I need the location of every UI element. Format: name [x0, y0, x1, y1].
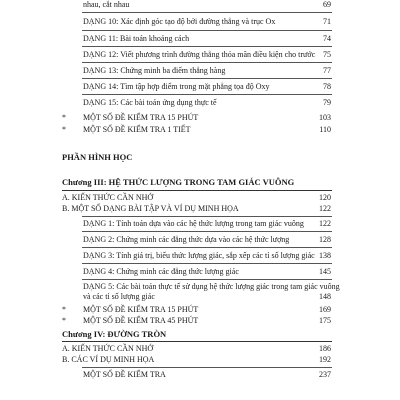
toc-entry-text: DẠNG 12: Viết phương trình đường thẳng thỏa mãn điều kiện cho trước: [83, 50, 316, 59]
toc-page-number: 138: [319, 251, 331, 260]
toc-page-number: 175: [319, 316, 331, 325]
chapter-underline: [62, 341, 332, 342]
bullet-marker: *: [62, 113, 66, 122]
divider: [82, 263, 332, 264]
divider: [82, 247, 332, 248]
toc-page-number: 103: [319, 113, 331, 122]
toc-row: [83, 0, 331, 10]
toc-page-number: 192: [319, 355, 331, 364]
toc-row: [83, 17, 331, 27]
toc-page-number: 145: [319, 267, 331, 276]
toc-entry-text: B. CÁC VÍ DỤ MINH HỌA: [62, 355, 155, 364]
bullet-marker: *: [62, 305, 66, 314]
toc-row: [62, 355, 331, 365]
divider: [82, 231, 332, 232]
divider: [82, 94, 332, 95]
bullet-marker: *: [62, 125, 66, 134]
toc-entry-text: DẠNG 13: Chứng minh ba điểm thẳng hàng: [83, 66, 226, 75]
toc-page-number: 110: [319, 125, 331, 134]
toc-page-number: 69: [323, 0, 331, 9]
toc-row: [62, 344, 331, 354]
toc-row: [62, 204, 331, 214]
toc-row: [83, 50, 331, 60]
toc-page-number: 237: [319, 370, 331, 379]
toc-row: [83, 125, 331, 135]
toc-row: [83, 82, 331, 92]
toc-entry-text: DẠNG 2: Chứng minh các đẳng thức dựa vào các hệ thức lượng: [83, 235, 290, 244]
toc-page-number: 79: [323, 98, 331, 107]
divider: [82, 279, 332, 280]
chapter-title: Chương IV: ĐƯỜNG TRÒN: [62, 329, 167, 339]
chapter-underline: [62, 190, 332, 191]
toc-entry-text: DẠNG 14: Tìm tập hợp điểm trong mặt phẳng tọa độ Oxy: [83, 82, 270, 91]
toc-page-number: 169: [319, 305, 331, 314]
toc-row: [83, 370, 331, 380]
toc-row: [83, 219, 331, 229]
toc-row: [83, 251, 331, 261]
toc-page-number: 128: [319, 235, 331, 244]
toc-entry-text: và các tỉ số lượng giác: [83, 292, 155, 301]
toc-page-number: 74: [323, 34, 331, 43]
toc-row: [83, 267, 331, 277]
toc-row: [83, 66, 331, 76]
divider: [82, 30, 332, 31]
toc-page-number: 120: [319, 193, 331, 202]
toc-entry-text: DẠNG 3: Tính giá trị, biểu thức lượng giác, sắp xếp các tỉ số lượng giác: [83, 251, 315, 260]
toc-entry-text: DẠNG 4: Chứng minh các đẳng thức lượng giác: [83, 267, 239, 276]
chapter-title: Chương III: HỆ THỨC LƯỢNG TRONG TAM GIÁC VUÔNG: [62, 177, 295, 187]
toc-row: [83, 292, 331, 302]
divider: [82, 46, 332, 47]
toc-page-number: 148: [319, 292, 331, 301]
toc-entry-text: DẠNG 15: Các bài toán ứng dụng thực tế: [83, 98, 217, 107]
toc-row: [83, 235, 331, 245]
divider: [82, 78, 332, 79]
toc-entry-text: DẠNG 11: Bài toán khoảng cách: [83, 34, 190, 43]
toc-entry-text: A. KIẾN THỨC CẦN NHỚ: [62, 344, 154, 353]
toc-page-number: 75: [323, 50, 331, 59]
toc-page-number: 122: [319, 204, 331, 213]
divider: [82, 62, 332, 63]
divider: [82, 367, 332, 368]
toc-entry-text: MỘT SỐ ĐỀ KIỂM TRA: [83, 370, 166, 379]
toc-entry-text: MỘT SỐ ĐỀ KIỂM TRA 1 TIẾT: [83, 125, 191, 134]
toc-entry-text: B. MỘT SỐ DẠNG BÀI TẬP VÀ VÍ DỤ MINH HỌA: [62, 204, 239, 213]
toc-page-number: 78: [323, 82, 331, 91]
toc-entry-text: DẠNG 1: Tính toán dựa vào các hệ thức lượng trong tam giác vuông: [83, 219, 304, 228]
toc-entry-text: DẠNG 5: Các bài toán thực tế sử dụng hệ thức lượng giác trong tam giác vuông: [83, 282, 340, 291]
toc-row: [83, 316, 331, 326]
toc-entry-text: A. KIẾN THỨC CẦN NHỚ: [62, 193, 154, 202]
toc-entry-text: nhau, cắt nhau: [83, 0, 130, 9]
toc-page-number: 77: [323, 66, 331, 75]
divider: [82, 216, 332, 217]
toc-row: [83, 305, 331, 315]
toc-entry-text: DẠNG 10: Xác định góc tạo độ bởi đường thẳng và trục Ox: [83, 17, 276, 26]
toc-page-number: 71: [323, 17, 331, 26]
divider: [82, 12, 332, 13]
toc-entry-text: MỘT SỐ ĐỀ KIỂM TRA 15 PHÚT: [83, 113, 199, 122]
toc-row: [83, 34, 331, 44]
toc-page-number: 122: [319, 219, 331, 228]
toc-row: [62, 193, 331, 203]
part-title: PHẦN HÌNH HỌC: [62, 152, 133, 162]
toc-row: [83, 113, 331, 123]
toc-entry-text: MỘT SỐ ĐỀ KIỂM TRA 45 PHÚT: [83, 316, 199, 325]
toc-entry-text: MỘT SỐ ĐỀ KIỂM TRA 15 PHÚT: [83, 305, 199, 314]
toc-row: [83, 98, 331, 108]
toc-page-number: 186: [319, 344, 331, 353]
bullet-marker: *: [62, 316, 66, 325]
